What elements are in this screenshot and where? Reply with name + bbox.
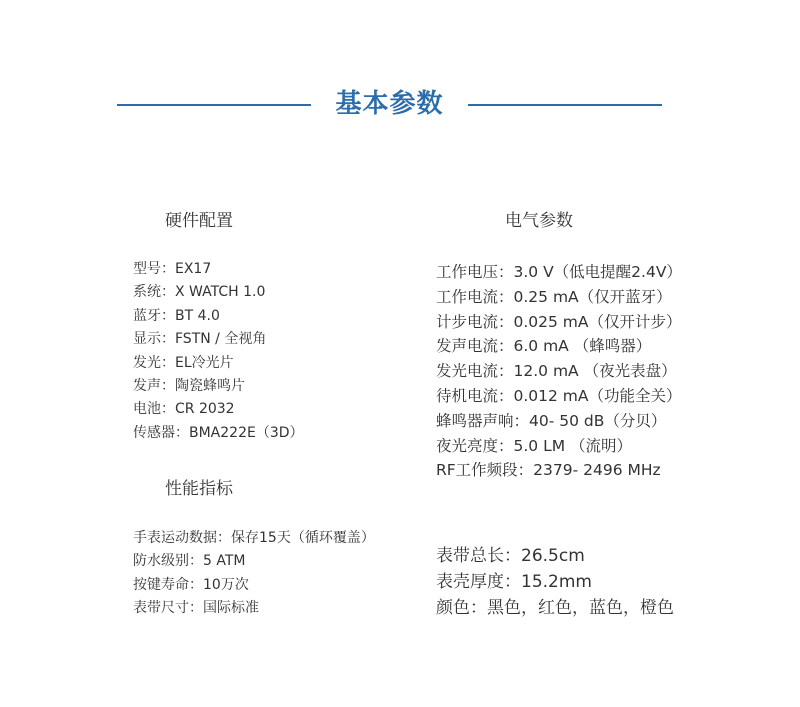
page-title: 基本参数 bbox=[335, 89, 444, 119]
spec-item-working-current: 工作电流：0.25 mA（仅开蓝牙） bbox=[436, 287, 672, 306]
hardware-section-title: 硬件配置 bbox=[165, 211, 233, 231]
spec-item-luminance: 夜光亮度：5.0 LM （流明） bbox=[436, 436, 633, 455]
spec-item-strap-length: 表带总长：26.5cm bbox=[436, 546, 585, 566]
spec-item-colors: 颜色：黑色，红色，蓝色，橙色 bbox=[436, 598, 674, 618]
spec-item-buzzer-volume: 蜂鸣器声响：40- 50 dB（分贝） bbox=[436, 411, 667, 430]
spec-item-bluetooth: 蓝牙：BT 4.0 bbox=[133, 307, 220, 324]
spec-item-strap-size: 表带尺寸：国际标准 bbox=[133, 600, 259, 617]
spec-item-light-current: 发光电流：12.0 mA （夜光表盘） bbox=[436, 362, 677, 381]
spec-item-display: 显示：FSTN / 全视角 bbox=[133, 331, 267, 348]
spec-item-rf-band: RF工作频段：2379- 2496 MHz bbox=[436, 461, 661, 480]
header-divider-right bbox=[468, 104, 662, 106]
electrical-section-title: 电气参数 bbox=[505, 211, 573, 231]
strap-spec-list bbox=[436, 543, 674, 621]
spec-item-battery: 电池：CR 2032 bbox=[133, 401, 235, 418]
spec-item-water-resistance: 防水级别：5 ATM bbox=[133, 553, 246, 570]
spec-item-case-thickness: 表壳厚度：15.2mm bbox=[436, 572, 592, 592]
hardware-spec-list bbox=[133, 258, 304, 445]
spec-item-data-storage: 手表运动数据：保存15天（循环覆盖） bbox=[133, 530, 375, 546]
spec-item-system: 系统：X WATCH 1.0 bbox=[133, 284, 266, 301]
spec-item-light: 发光：EL冷光片 bbox=[133, 354, 234, 371]
electrical-spec-list bbox=[436, 260, 682, 483]
spec-item-sound-current: 发声电流：6.0 mA （蜂鸣器） bbox=[436, 337, 652, 356]
performance-section-title: 性能指标 bbox=[165, 479, 233, 499]
spec-item-step-current: 计步电流：0.025 mA（仅开计步） bbox=[436, 312, 682, 331]
spec-item-button-life: 按键寿命：10万次 bbox=[133, 576, 249, 593]
spec-item-model: 型号：EX17 bbox=[133, 261, 212, 277]
header-divider-left bbox=[117, 104, 311, 106]
spec-item-working-voltage: 工作电压：3.0 V（低电提醒2.4V） bbox=[436, 263, 682, 281]
spec-item-sound: 发声：陶瓷蜂鸣片 bbox=[133, 378, 245, 395]
performance-spec-list bbox=[133, 527, 375, 621]
spec-item-sensor: 传感器：BMA222E（3D） bbox=[133, 424, 304, 441]
header bbox=[0, 84, 800, 124]
spec-item-standby-current: 待机电流：0.012 mA（功能全关） bbox=[436, 386, 682, 405]
